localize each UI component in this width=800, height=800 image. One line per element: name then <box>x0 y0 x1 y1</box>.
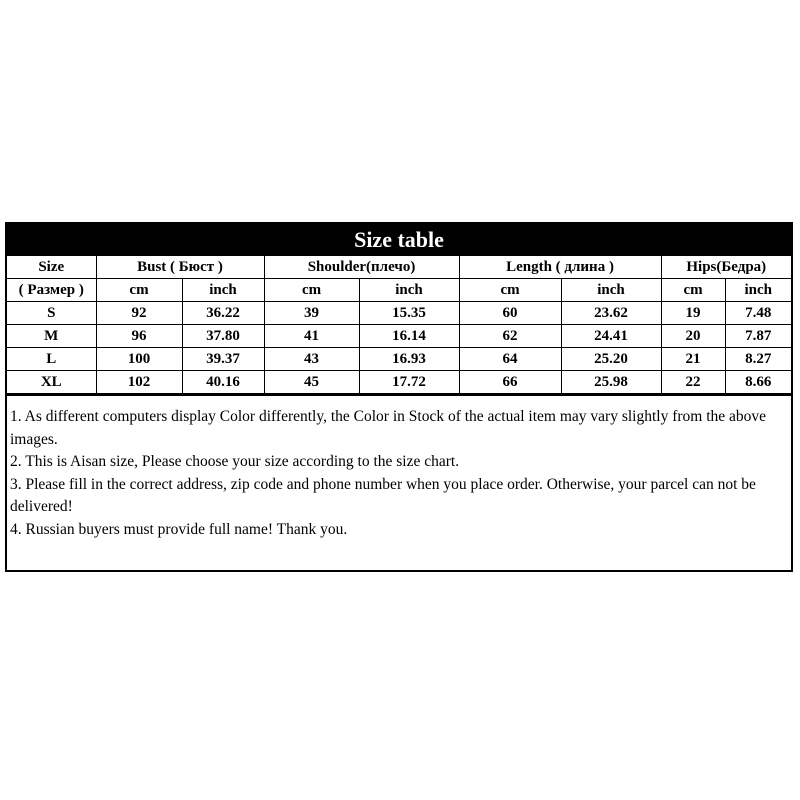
table-row <box>7 348 791 371</box>
cell-hips-inch: 7.48 <box>725 302 791 325</box>
cell-length-cm: 60 <box>459 302 561 325</box>
header-unit-cm: cm <box>264 279 359 302</box>
header-row-groups <box>7 256 791 279</box>
cell-bust-cm: 102 <box>96 371 182 394</box>
header-shoulder: Shoulder(плечо) <box>264 256 459 279</box>
cell-size: M <box>7 325 96 348</box>
cell-shoulder-inch: 15.35 <box>359 302 459 325</box>
cell-hips-inch: 8.27 <box>725 348 791 371</box>
cell-length-cm: 62 <box>459 325 561 348</box>
header-bust: Bust ( Бюст ) <box>96 256 264 279</box>
header-row-units <box>7 279 791 302</box>
header-hips: Hips(Бедра) <box>661 256 791 279</box>
cell-hips-inch: 7.87 <box>725 325 791 348</box>
cell-hips-inch: 8.66 <box>725 371 791 394</box>
cell-size: S <box>7 302 96 325</box>
note-size: 2. This is Aisan size, Please choose your size according to the size chart. <box>10 453 460 470</box>
cell-shoulder-cm: 43 <box>264 348 359 371</box>
cell-shoulder-inch: 16.93 <box>359 348 459 371</box>
cell-size: L <box>7 348 96 371</box>
cell-length-cm: 66 <box>459 371 561 394</box>
cell-length-inch: 24.41 <box>561 325 661 348</box>
notes-section <box>7 394 791 541</box>
cell-length-cm: 64 <box>459 348 561 371</box>
cell-shoulder-cm: 41 <box>264 325 359 348</box>
header-length: Length ( длина ) <box>459 256 661 279</box>
table-row <box>7 325 791 348</box>
table-row <box>7 302 791 325</box>
note-color: 1. As different computers display Color differently, the Color in Stock of the actual item may vary slightly from the above images. <box>10 408 767 448</box>
size-table <box>7 256 791 394</box>
header-unit-inch: inch <box>725 279 791 302</box>
cell-length-inch: 25.20 <box>561 348 661 371</box>
cell-shoulder-inch: 16.14 <box>359 325 459 348</box>
cell-hips-cm: 22 <box>661 371 725 394</box>
cell-length-inch: 25.98 <box>561 371 661 394</box>
cell-size: XL <box>7 371 96 394</box>
cell-shoulder-inch: 17.72 <box>359 371 459 394</box>
cell-bust-inch: 37.80 <box>182 325 264 348</box>
header-unit-inch: inch <box>561 279 661 302</box>
cell-hips-cm: 19 <box>661 302 725 325</box>
cell-shoulder-cm: 39 <box>264 302 359 325</box>
size-chart-panel <box>5 222 793 572</box>
cell-bust-inch: 40.16 <box>182 371 264 394</box>
cell-length-inch: 23.62 <box>561 302 661 325</box>
note-full-name: 4. Russian buyers must provide full name! Thank you. <box>10 520 348 538</box>
header-unit-inch: inch <box>182 279 264 302</box>
cell-bust-cm: 92 <box>96 302 182 325</box>
cell-shoulder-cm: 45 <box>264 371 359 394</box>
size-table-title: Size table <box>7 224 791 256</box>
cell-hips-cm: 20 <box>661 325 725 348</box>
cell-bust-inch: 39.37 <box>182 348 264 371</box>
cell-bust-cm: 96 <box>96 325 182 348</box>
cell-hips-cm: 21 <box>661 348 725 371</box>
header-unit-cm: cm <box>459 279 561 302</box>
header-unit-cm: cm <box>661 279 725 302</box>
note-address: 3. Please fill in the correct address, zip code and phone number when you place order. Otherwise, your parcel can not be delivered! <box>10 475 756 515</box>
cell-bust-cm: 100 <box>96 348 182 371</box>
header-unit-inch: inch <box>359 279 459 302</box>
header-size: Size <box>7 256 96 279</box>
table-row <box>7 371 791 394</box>
cell-bust-inch: 36.22 <box>182 302 264 325</box>
header-size-ru: ( Размер ) <box>7 279 96 302</box>
header-unit-cm: cm <box>96 279 182 302</box>
